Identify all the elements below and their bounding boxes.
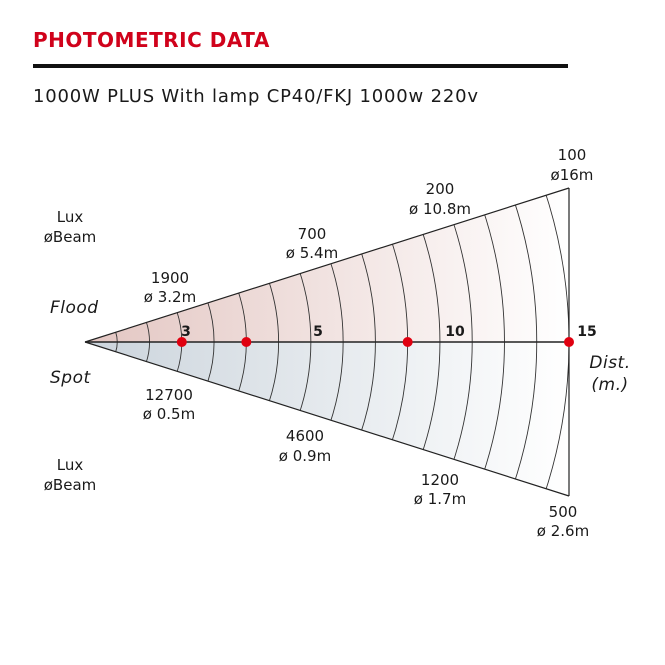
flood-lux-15m: 100 xyxy=(557,146,587,164)
flood-lux-3m: 1900 xyxy=(150,269,190,287)
spot-mode-label: Spot xyxy=(50,368,91,388)
page-title: PHOTOMETRIC DATA xyxy=(33,28,270,52)
spot-lux-header: Lux xyxy=(56,456,84,474)
spot-beam-5m: ø 0.9m xyxy=(278,447,332,465)
flood-lux-10m: 200 xyxy=(425,180,455,198)
flood-mode-label: Flood xyxy=(50,298,99,318)
distance-axis-label: Dist. xyxy=(589,353,631,373)
flood-lux-5m: 700 xyxy=(297,225,327,243)
spot-lux-3m: 12700 xyxy=(145,386,193,404)
spot-beam-3m: ø 0.5m xyxy=(142,405,196,423)
distance-marker-15m xyxy=(564,337,574,347)
distance-axis-unit: (m.) xyxy=(591,375,629,395)
distance-marker-5m xyxy=(241,337,251,347)
flood-beam-header: øBeam xyxy=(43,228,97,246)
spot-beam-10m: ø 1.7m xyxy=(413,490,467,508)
flood-beam-3m: ø 3.2m xyxy=(143,288,197,306)
distance-label-15: 15 xyxy=(577,324,597,340)
spot-lux-15m: 500 xyxy=(548,503,578,521)
distance-label-3: 3 xyxy=(181,324,191,340)
flood-beam-15m: ø16m xyxy=(550,166,594,184)
flood-lux-header: Lux xyxy=(56,208,84,226)
distance-label-5: 5 xyxy=(313,324,323,340)
spot-beam-15m: ø 2.6m xyxy=(536,522,590,540)
distance-label-10: 10 xyxy=(445,324,465,340)
spot-beam-header: øBeam xyxy=(43,476,97,494)
flood-beam-10m: ø 10.8m xyxy=(409,200,471,218)
spot-lux-10m: 1200 xyxy=(420,471,460,489)
spot-lux-5m: 4600 xyxy=(285,427,325,445)
distance-marker-10m xyxy=(403,337,413,347)
product-subtitle: 1000W PLUS With lamp CP40/FKJ 1000w 220v xyxy=(33,86,479,107)
flood-beam-5m: ø 5.4m xyxy=(285,244,339,262)
